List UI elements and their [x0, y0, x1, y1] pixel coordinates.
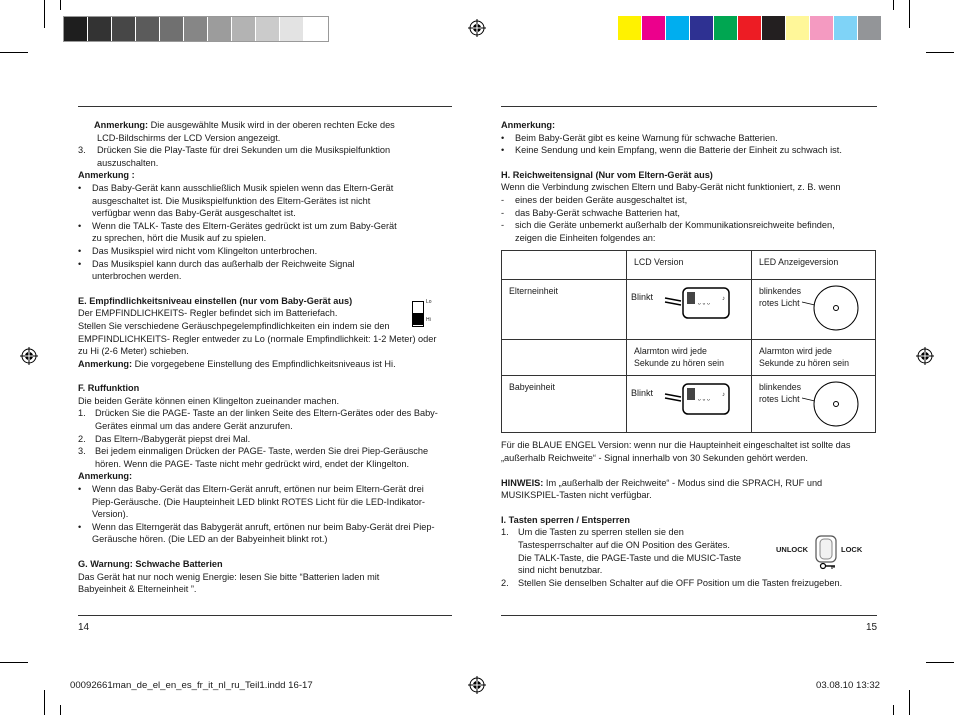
color-swatch: [136, 17, 160, 41]
step-item: [78, 407, 446, 432]
color-swatch: [858, 16, 882, 40]
list-item: [501, 132, 877, 145]
switch-lo-label: Lo: [426, 299, 432, 305]
section-e-title: E. Empfindlichkeitsniveau einstellen (nur vom Baby-Gerät aus): [78, 295, 353, 306]
section-f-intro: Die beiden Geräte können einen Klingelton zueinander machen.: [78, 395, 340, 406]
color-swatch: [738, 16, 762, 40]
step-3: [78, 144, 446, 169]
hinweis: [501, 477, 877, 502]
lcd-screen-icon: [631, 380, 735, 420]
section-f-note-label: Anmerkung:: [78, 471, 133, 482]
step-number: 3.: [78, 446, 86, 457]
color-swatch: [714, 16, 738, 40]
section-g-title: G. Warnung: Schwache Batterien: [78, 559, 223, 569]
note2-label: Anmerkung :: [78, 170, 135, 181]
hinweis-label: HINWEIS:: [501, 477, 544, 488]
page-number-left: 14: [78, 622, 90, 633]
svg-text:♪: ♪: [722, 296, 725, 303]
crop-mark: [0, 52, 28, 53]
note-text: Die ausgewählte Musik wird in der oberen rechten Ecke des: [148, 120, 395, 130]
list-item: [501, 219, 877, 244]
page-number-right: 15: [866, 622, 878, 633]
bullet-marker: •: [501, 132, 505, 143]
list-item: [78, 220, 446, 245]
section-f-steps: [78, 407, 446, 470]
alarm-led-cell: Alarmton wird jede Sekunde zu hören sein: [752, 340, 876, 376]
gray-swatch-bar: [63, 16, 329, 42]
page-rule-bottom: [78, 615, 452, 616]
section-f-note-list: [78, 483, 446, 546]
list-item: [78, 258, 446, 283]
section-g-text: Das Gerät hat nur noch wenig Energie: lesen Sie bitte “Batterien laden mit Babyeinheit & Elterneinheit ”.: [78, 571, 380, 595]
crop-mark: [926, 662, 954, 663]
table-cell: [502, 340, 627, 376]
note1: [78, 119, 446, 132]
table-row: [502, 251, 876, 280]
lcd-illustration-cell: [627, 280, 752, 340]
color-swatch: [642, 16, 666, 40]
color-swatch: [64, 17, 88, 41]
lcd-illustration: [631, 380, 735, 420]
list-item-text: Keine Sendung und kein Empfang, wenn die Batterie der Einheit zu schwach ist.: [515, 145, 842, 156]
list-item-text: Wenn die TALK- Taste des Eltern-Gerätes gedrückt ist um zum Baby-Gerät zu sprechen, hört die Musik auf zu spielen.: [92, 220, 397, 244]
hinweis-text: Im „außerhalb der Reichweite“ - Modus sind die SPRACH, RUF und MUSIKSPIEL-Tasten nicht verfügbar.: [501, 477, 823, 501]
color-swatch: [208, 17, 232, 41]
bullet-marker: •: [78, 484, 82, 495]
crop-mark: [60, 0, 61, 10]
step-item: [501, 577, 877, 590]
bullet-marker: -: [501, 194, 505, 205]
step-number: 2.: [501, 577, 509, 588]
section-e-p1: Der EMPFINDLICHKEITS- Regler befindet sich im Batteriefach.: [78, 308, 338, 319]
led-text: blinkendes rotes Licht: [759, 382, 802, 404]
list-item-text: Das Musikspiel kann durch das außerhalb der Reichweite Signal unterbrochen werden.: [92, 258, 355, 282]
bullet-marker: •: [501, 145, 505, 156]
step-item: [78, 433, 446, 446]
range-signal-table: [501, 250, 876, 433]
lcd-illustration-cell: [627, 376, 752, 433]
crop-mark: [893, 0, 894, 10]
registration-mark-icon: [20, 347, 38, 365]
switch-hi-label: Hi: [426, 317, 431, 323]
list-item: [501, 194, 877, 207]
note-label: Anmerkung:: [94, 120, 149, 130]
list-item: [78, 483, 446, 521]
color-swatch: [304, 17, 328, 41]
list-item: [78, 182, 446, 220]
step-text: Drücken Sie die Play-Taste für drei Sekunden um die Musikspielfunktion auszuschalten.: [97, 145, 391, 168]
note-label: Anmerkung:: [78, 358, 133, 369]
list-item-text: das Baby-Gerät schwache Batterien hat,: [515, 207, 680, 218]
unlock-label: UNLOCK: [776, 545, 809, 554]
footer-date: 03.08.10 13:32: [816, 680, 881, 691]
table-row: [502, 376, 876, 433]
led-circle-icon: [752, 280, 862, 334]
table-col-lcd: LCD Version: [627, 251, 752, 280]
section-h-title: H. Reichweitensignal (Nur vom Eltern-Gerät aus): [501, 169, 713, 180]
right-note-list: [501, 132, 877, 157]
svg-text:♪: ♪: [722, 392, 725, 399]
blinkt-label: Blinkt: [631, 388, 654, 399]
lcd-illustration: [631, 284, 735, 324]
color-swatch: [232, 17, 256, 41]
registration-mark-icon: [468, 676, 486, 694]
section-h-list: [501, 194, 877, 244]
list-item: [78, 521, 446, 546]
color-swatch: [184, 17, 208, 41]
led-text: blinkendes rotes Licht: [759, 286, 802, 308]
list-item-text: sich die Geräte unbemerkt außerhalb der Kommunikationsreichweite befinden, zeigen die Einheiten folgendes an:: [515, 220, 835, 243]
crop-mark: [893, 705, 894, 715]
color-swatch: [690, 16, 714, 40]
section-e-note: [78, 358, 446, 371]
sensitivity-switch: [410, 298, 442, 328]
list-item: [501, 207, 877, 220]
bullet-marker: •: [78, 245, 82, 256]
color-swatch-bar: [618, 16, 882, 40]
alarm-lcd-cell: Alarmton wird jede Sekunde zu hören sein: [627, 340, 752, 376]
right-page: [501, 119, 877, 589]
switch-knob-icon: [412, 313, 424, 325]
crop-mark: [926, 52, 954, 53]
table-col-led: LED Anzeigeversion: [752, 251, 876, 280]
color-swatch: [618, 16, 642, 40]
list-item: [78, 245, 446, 258]
section-f-title: F. Ruffunktion: [78, 383, 140, 394]
crop-mark: [909, 0, 910, 28]
color-swatch: [666, 16, 690, 40]
color-swatch: [256, 17, 280, 41]
table-row: [502, 280, 876, 340]
note-label: Anmerkung:: [501, 120, 556, 130]
crop-mark: [60, 705, 61, 715]
step-number: 1.: [78, 408, 86, 419]
list-item-text: Das Baby-Gerät kann ausschließlich Musik spielen wenn das Eltern-Gerät ausgeschaltet ist. Die Musikspielfunktion des Eltern-Gerätes ist nicht verfügbar wenn das Baby-Gerät ausgeschaltet ist.: [92, 182, 394, 219]
section-h-intro: Wenn die Verbindung zwischen Eltern und Baby-Gerät nicht funktioniert, z. B. wenn: [501, 182, 841, 193]
color-swatch: [160, 17, 184, 41]
bullet-marker: -: [501, 220, 505, 231]
color-swatch: [810, 16, 834, 40]
note-text: Die vorgegebene Einstellung des Empfindlichkeitsniveaus ist Hi.: [132, 358, 396, 369]
lock-switch-illustration: [773, 535, 869, 571]
step-text: Um die Tasten zu sperren stellen sie den Tastesperrschalter auf die ON Position des Gerätes. Die TALK-Taste, die PAGE-Taste und die MUSIC-Taste sind nicht benutzbar.: [518, 527, 742, 576]
lcd-screen-icon: [631, 284, 735, 324]
color-swatch: [88, 17, 112, 41]
step-text: Das Eltern-/Babygerät piepst drei Mal.: [95, 433, 251, 444]
led-circle-icon: [752, 376, 862, 430]
color-swatch: [280, 17, 304, 41]
registration-mark-icon: [916, 347, 934, 365]
table-row: [502, 340, 876, 376]
footer-filename: 00092661man_de_el_en_es_fr_it_nl_ru_Teil1.indd 16-17: [70, 680, 313, 691]
svg-text:ᵕ ᵕ ᵕ: ᵕ ᵕ ᵕ: [698, 397, 710, 405]
list-item-text: Wenn das Elterngerät das Babygerät anruft, ertönen nur beim Baby-Gerät drei Piep-Geräusche hören. (Die LED an der Babyeinheit blinkt rot.): [92, 521, 435, 545]
bullet-marker: •: [78, 521, 82, 532]
blue-engel-text: Für die BLAUE ENGEL Version: wenn nur die Haupteinheit eingeschaltet ist sollte das „außerhalb Reichweite“ - Signal innerhalb von 30 Sekunden gehört werden.: [501, 440, 851, 463]
step-number: 2.: [78, 433, 86, 444]
step-text: Drücken Sie die PAGE- Taste an der linken Seite des Eltern-Gerätes oder des Baby-Gerätes einmal um das andere Gerät anzurufen.: [95, 408, 438, 432]
page-rule-bottom: [501, 615, 877, 616]
list-item-text: eines der beiden Geräte ausgeschaltet ist,: [515, 194, 688, 205]
lock-slider-icon: [813, 535, 843, 571]
step-item: [78, 445, 446, 470]
list-item: [501, 144, 877, 157]
section-i-title: I. Tasten sperren / Entsperren: [501, 514, 631, 525]
bullet-marker: •: [78, 258, 82, 269]
list-item-text: Beim Baby-Gerät gibt es keine Warnung für schwache Batterien.: [515, 132, 778, 143]
list-item-text: Das Musikspiel wird nicht vom Klingelton unterbrochen.: [92, 245, 318, 256]
table-row-label: Babyeinheit: [502, 376, 627, 433]
svg-text:ᵕ ᵕ ᵕ: ᵕ ᵕ ᵕ: [698, 301, 710, 309]
led-illustration-cell: [752, 376, 876, 433]
section-e-p2: Stellen Sie verschiedene Geräuschpegelempfindlichkeiten ein indem sie den EMPFINDLICHKEITS- Regler entweder zu Lo (normale Empfindlichkeit: 1-2 Meter) oder zu Hi (2-6 Meter) schieben.: [78, 320, 437, 357]
crop-mark: [44, 690, 45, 715]
table-row-label: Elterneinheit: [502, 280, 627, 340]
bullet-marker: •: [78, 182, 82, 193]
crop-mark: [0, 662, 28, 663]
page-rule-top: [78, 106, 452, 107]
crop-mark: [909, 690, 910, 715]
step-text: Stellen Sie denselben Schalter auf die OFF Position um die Tasten freizugeben.: [518, 577, 843, 588]
crop-mark: [44, 0, 45, 28]
step-number: 1.: [501, 527, 509, 538]
bullet-marker: •: [78, 220, 82, 231]
color-swatch: [834, 16, 858, 40]
color-swatch: [112, 17, 136, 41]
step-text: Bei jedem einmaligen Drücken der PAGE- Taste, werden Sie drei Piep-Geräusche hören. Wenn die PAGE- Taste nicht mehr gedrückt wird, endet der Klingelton.: [95, 446, 429, 469]
step-number: 3.: [78, 145, 86, 156]
table-cell: [502, 251, 627, 280]
led-illustration-cell: [752, 280, 876, 340]
lock-label: LOCK: [841, 545, 863, 554]
registration-mark-icon: [468, 19, 486, 37]
color-swatch: [786, 16, 810, 40]
list-item-text: Wenn das Baby-Gerät das Eltern-Gerät anruft, ertönen nur beim Eltern-Gerät drei Piep-Geräusche. (Die Haupteinheit LED blinkt ROTES Licht für die LED-Indikator-Version).: [92, 484, 425, 520]
note2-list: [78, 182, 446, 283]
note1-cont: LCD-Bildschirms der LCD Version angezeigt.: [97, 132, 281, 143]
bullet-marker: -: [501, 207, 505, 218]
color-swatch: [762, 16, 786, 40]
blinkt-label: Blinkt: [631, 292, 654, 303]
page-rule-top: [501, 106, 877, 107]
left-page: [78, 119, 446, 596]
